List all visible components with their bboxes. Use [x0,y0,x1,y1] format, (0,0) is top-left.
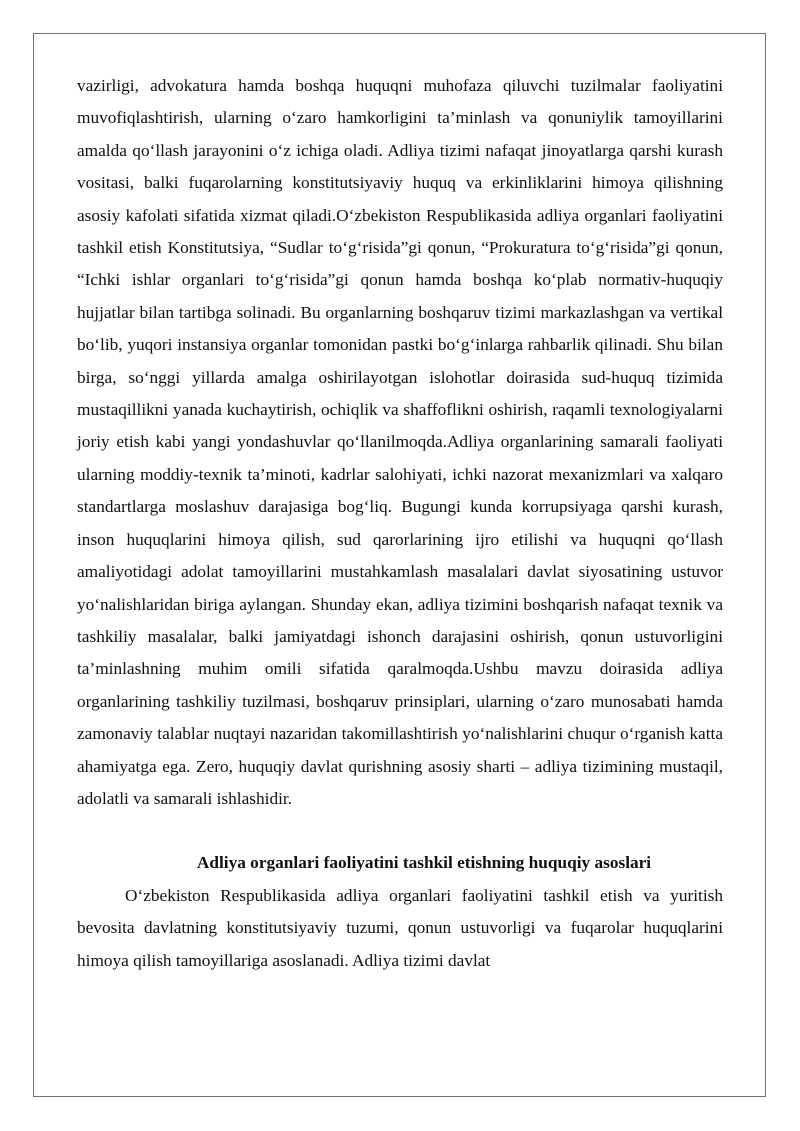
body-paragraph-section: O‘zbekiston Respublikasida adliya organlari faoliyatini tashkil etish va yuritish bevosita davlatning konstitutsiyaviy tuzumi, qonun ustuvorligi va fuqarolar huquqlarini himoya qilish tamoyillariga asoslanadi. Adliya tizimi davlat [77,885,723,970]
body-paragraph-intro: vazirligi, advokatura hamda boshqa huquqni muhofaza qiluvchi tuzilmalar faoliyatini muvofiqlashtirish, ularning o‘zaro hamkorligini ta’minlash va qonuniylik tamoyillarini amalda qo‘llash jarayonini o‘z ichiga oladi. Adliya tizimi nafaqat jinoyatlarga qarshi kurash vositasi, balki fuqarolarning konstitutsiyaviy huquq va erkinliklarini himoya qilishning asosiy kafolati sifatida xizmat qiladi.O‘zbekiston Respublikasida adliya organlari faoliyatini tashkil etish Konstitutsiya, “Sudlar to‘g‘risida”gi qonun, “Prokuratura to‘g‘risida”gi qonun, “Ichki ishlar organlari to‘g‘risida”gi qonun hamda boshqa ko‘plab normativ-huquqiy hujjatlar bilan tartibga solinadi. Bu organlarning boshqaruv tizimi markazlashgan va vertikal bo‘lib, yuqori instansiya organlar tomonidan pastki bo‘g‘inlarga rahbarlik qilinadi. Shu bilan birga, so‘nggi yillarda amalga oshirilayotgan islohotlar doirasida sud-huquq tizimida mustaqillikni yanada kuchaytirish, ochiqlik va shaffoflikni oshirish, raqamli texnologiyalarni joriy etish kabi yangi yondashuvlar qo‘llanilmoqda.Adliya organlarining samarali faoliyati ularning moddiy-texnik ta’minoti, kadrlar salohiyati, ichki nazorat mexanizmlari va xalqaro standartlarga moslashuv darajasiga bog‘liq. Bugungi kunda korrupsiyaga qarshi kurash, inson huquqlarini himoya qilish, sud qarorlarining ijro etilishi va huquqni qo‘llash amaliyotidagi adolat tamoyillarini mustahkamlash masalalari davlat siyosatining ustuvor yo‘nalishlaridan biriga aylangan. Shunday ekan, adliya tizimini boshqarish nafaqat texnik va tashkiliy masalalar, balki jamiyatdagi ishonch darajasini oshirish, qonun ustuvorligini ta’minlashning muhim omili sifatida qaralmoqda.Ushbu mavzu doirasida adliya organlarining tashkiliy tuzilmasi, boshqaruv prinsiplari, ularning o‘zaro munosabati hamda zamonaviy talablar nuqtayi nazaridan takomillashtirish yo‘nalishlarini chuqur o‘rganish katta ahamiyatga ega. Zero, huquqiy davlat qurishning asosiy sharti – adliya tizimining mustaqil, adolatli va samarali ishlashidir. [77,76,723,808]
section-heading: Adliya organlari faoliyatini tashkil etishning huquqiy asoslari [196,853,652,873]
document-body [77,70,723,977]
paragraph-spacer [77,815,723,847]
